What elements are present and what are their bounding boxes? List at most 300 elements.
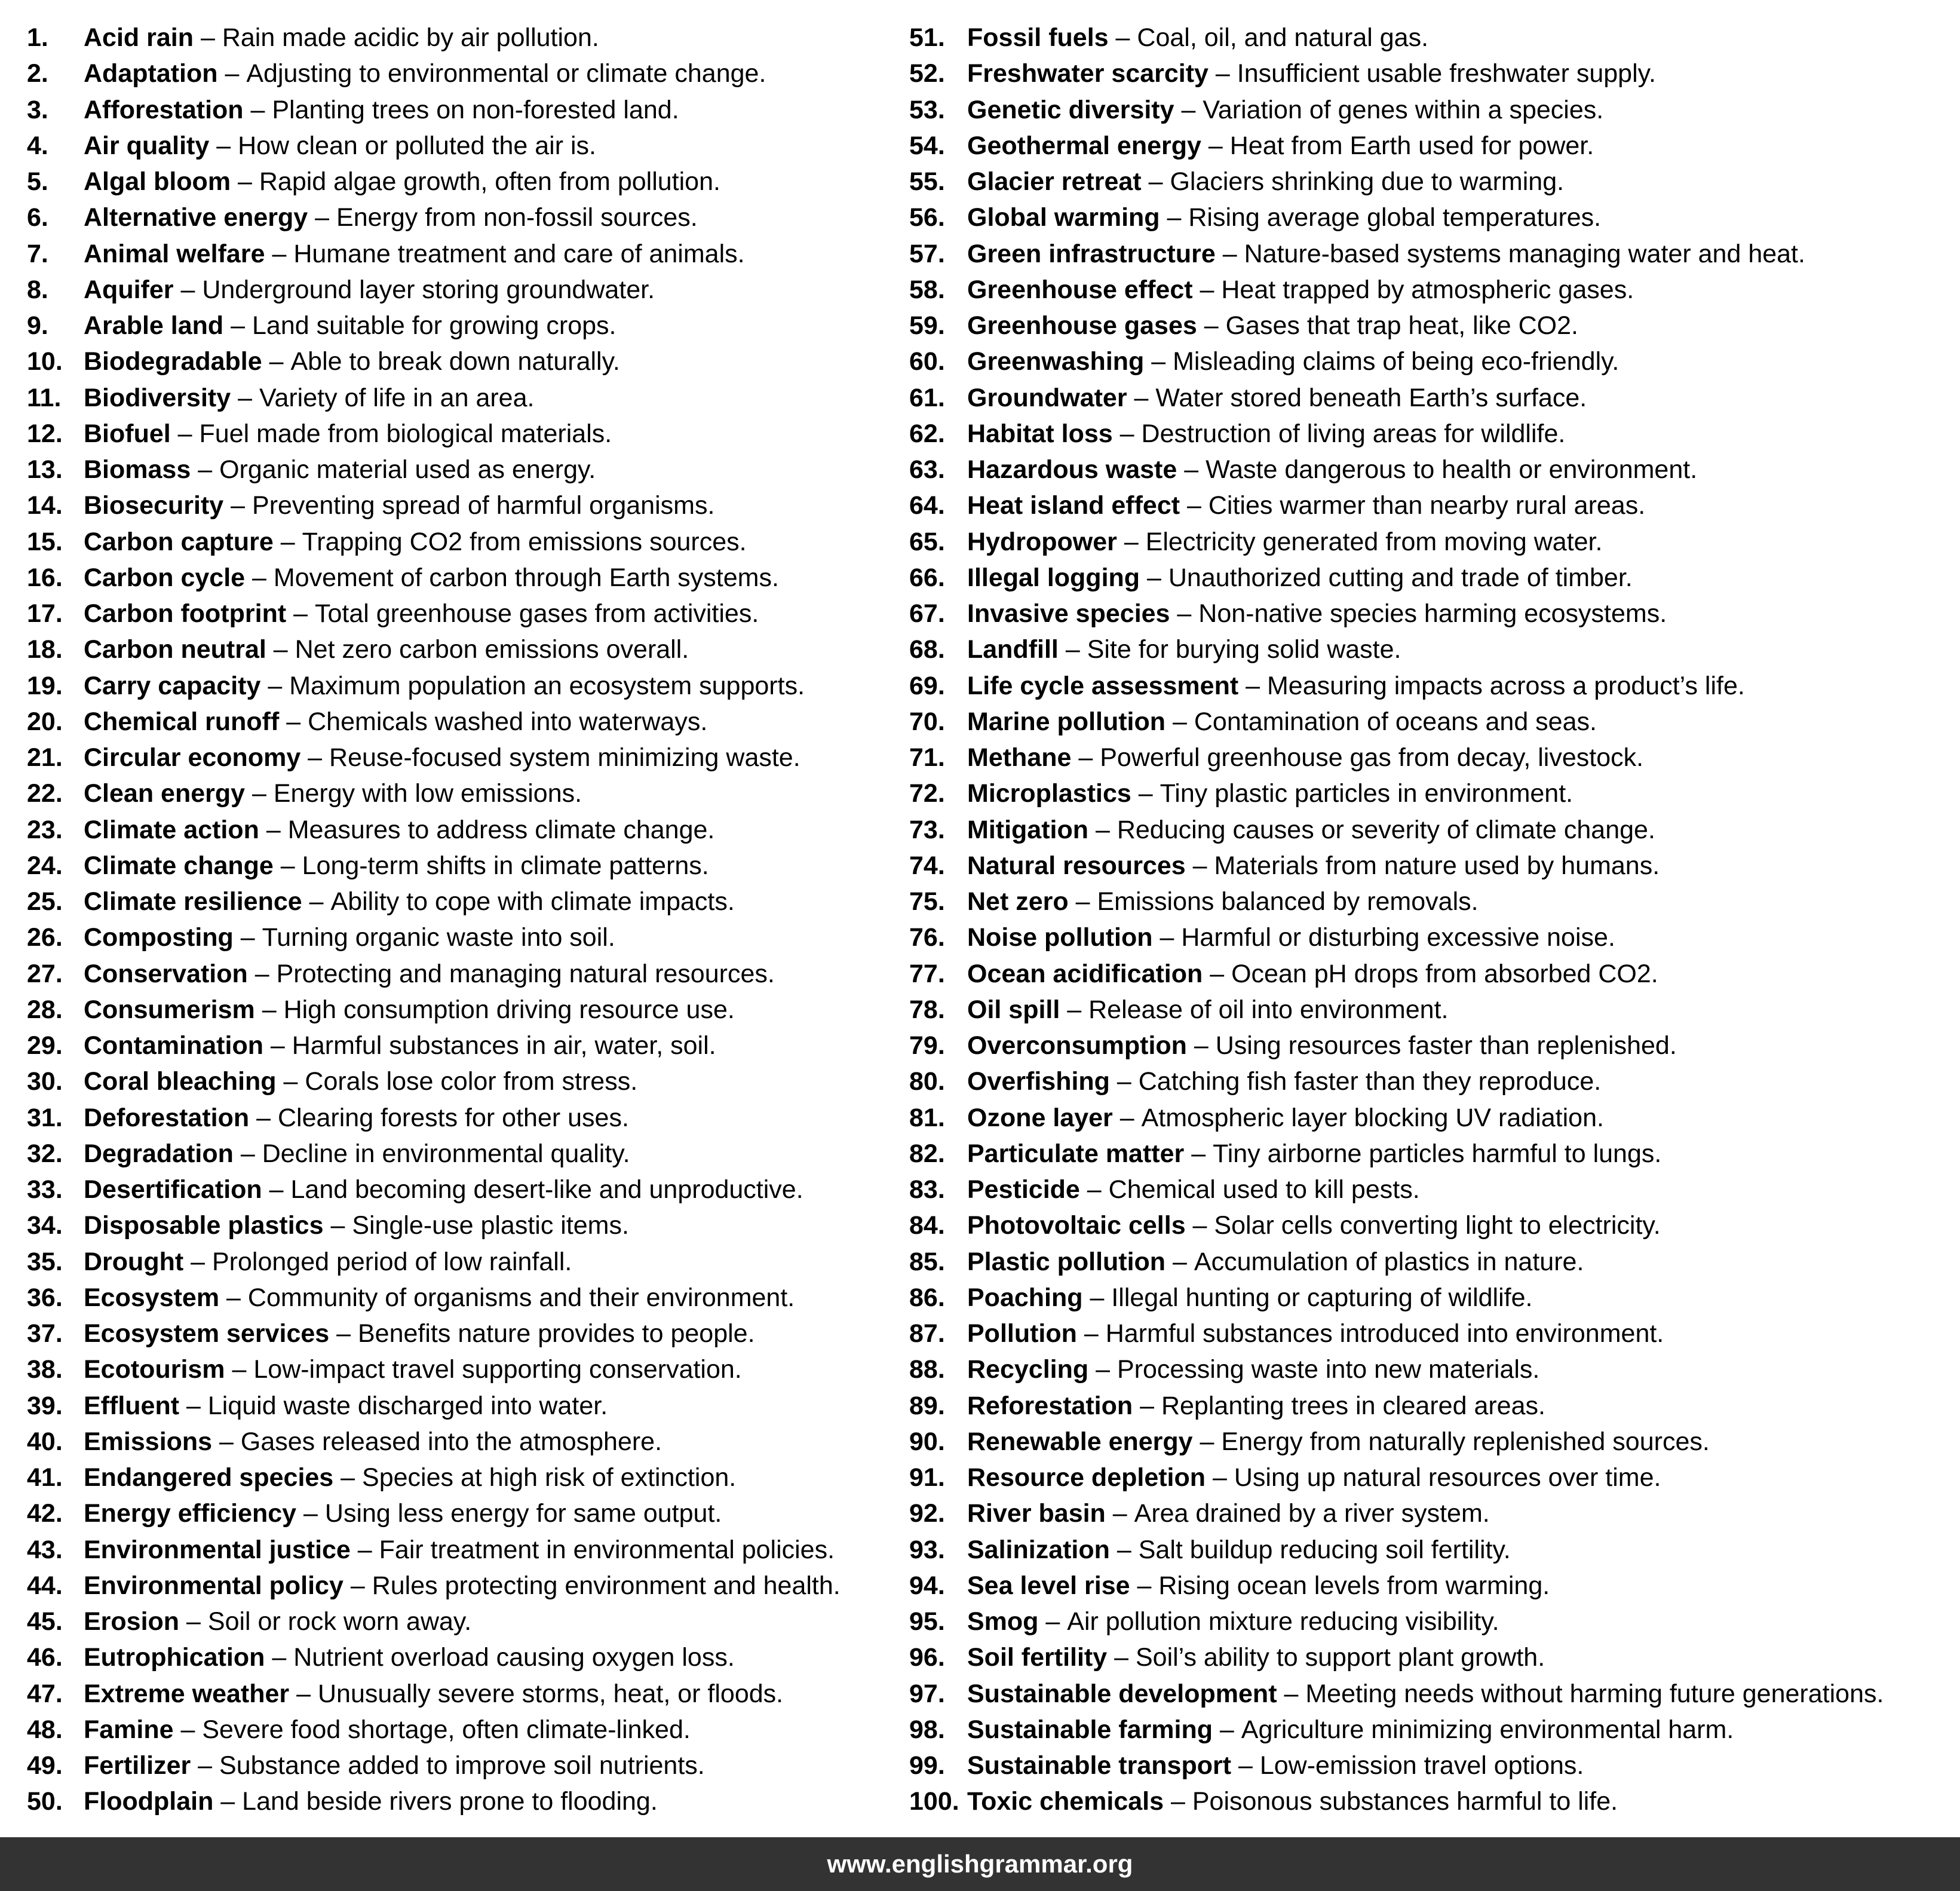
item-definition: Land suitable for growing crops. bbox=[251, 311, 616, 340]
item-number: 88. bbox=[909, 1355, 945, 1384]
glossary-item bbox=[27, 1280, 841, 1316]
item-number: 83. bbox=[909, 1175, 945, 1204]
item-term: Alternative energy bbox=[84, 203, 308, 232]
item-definition: Powerful greenhouse gas from decay, livestock. bbox=[1100, 743, 1644, 772]
glossary-item bbox=[909, 1316, 1884, 1351]
item-term: Methane bbox=[967, 743, 1072, 772]
item-definition: Rain made acidic by air pollution. bbox=[222, 23, 599, 52]
glossary-item bbox=[909, 1532, 1884, 1568]
item-definition: Maximum population an ecosystem supports. bbox=[289, 671, 805, 700]
item-term: Renewable energy bbox=[967, 1427, 1193, 1456]
glossary-item bbox=[909, 1460, 1884, 1495]
item-number: 79. bbox=[909, 1031, 945, 1060]
item-number: 59. bbox=[909, 311, 945, 340]
item-separator: – bbox=[1076, 1319, 1106, 1348]
item-separator: – bbox=[1212, 1715, 1241, 1744]
item-term: Hazardous waste bbox=[967, 455, 1177, 484]
item-separator: – bbox=[273, 527, 302, 556]
item-number: 55. bbox=[909, 167, 945, 196]
item-separator: – bbox=[262, 347, 291, 376]
item-separator: – bbox=[1180, 491, 1208, 520]
item-separator: – bbox=[1088, 1355, 1117, 1384]
glossary-item bbox=[27, 164, 841, 200]
item-number: 17. bbox=[27, 599, 63, 628]
item-term: Carbon capture bbox=[84, 527, 274, 556]
item-separator: – bbox=[1038, 1607, 1068, 1636]
glossary-item bbox=[909, 1748, 1884, 1783]
item-number: 51. bbox=[909, 23, 945, 52]
item-number: 82. bbox=[909, 1139, 945, 1168]
item-separator: – bbox=[289, 1679, 318, 1708]
item-definition: Materials from nature used by humans. bbox=[1214, 851, 1660, 880]
item-separator: – bbox=[1130, 1571, 1159, 1600]
item-term: Biodegradable bbox=[84, 347, 262, 376]
glossary-item bbox=[909, 1639, 1884, 1675]
glossary-item bbox=[27, 1207, 841, 1243]
item-term: Genetic diversity bbox=[967, 95, 1174, 124]
item-definition: Gases released into the atmosphere. bbox=[240, 1427, 662, 1456]
item-term: Marine pollution bbox=[967, 707, 1166, 736]
item-term: Carbon neutral bbox=[84, 635, 266, 664]
item-term: Smog bbox=[967, 1607, 1039, 1636]
item-separator: – bbox=[350, 1535, 379, 1564]
item-separator: – bbox=[1152, 923, 1182, 952]
item-term: Invasive species bbox=[967, 599, 1170, 628]
item-definition: Chemicals washed into waterways. bbox=[308, 707, 708, 736]
glossary-item bbox=[909, 1028, 1884, 1064]
item-term: Famine bbox=[84, 1715, 174, 1744]
item-number: 77. bbox=[909, 959, 945, 988]
item-definition: Using up natural resources over time. bbox=[1234, 1463, 1661, 1492]
item-separator: – bbox=[265, 239, 294, 268]
item-term: Freshwater scarcity bbox=[967, 59, 1208, 88]
item-term: Ozone layer bbox=[967, 1103, 1113, 1132]
item-definition: Liquid waste discharged into water. bbox=[207, 1391, 608, 1420]
item-definition: Replanting trees in cleared areas. bbox=[1161, 1391, 1545, 1420]
glossary-item bbox=[27, 812, 841, 848]
item-term: Greenhouse gases bbox=[967, 311, 1197, 340]
item-number: 10. bbox=[27, 347, 63, 376]
glossary-item bbox=[27, 200, 841, 235]
item-definition: Energy with low emissions. bbox=[273, 779, 582, 808]
item-term: Carry capacity bbox=[84, 671, 261, 700]
glossary-item bbox=[27, 272, 841, 308]
item-definition: Severe food shortage, often climate-linked. bbox=[202, 1715, 691, 1744]
item-number: 48. bbox=[27, 1715, 63, 1744]
item-term: Heat island effect bbox=[967, 491, 1180, 520]
item-number: 20. bbox=[27, 707, 63, 736]
item-definition: Waste dangerous to health or environment. bbox=[1206, 455, 1698, 484]
item-number: 6. bbox=[27, 203, 48, 232]
item-separator: – bbox=[212, 1427, 241, 1456]
item-number: 65. bbox=[909, 527, 945, 556]
item-term: Climate resilience bbox=[84, 887, 302, 916]
item-term: Consumerism bbox=[84, 995, 255, 1024]
item-term: Mitigation bbox=[967, 815, 1089, 844]
item-separator: – bbox=[259, 815, 288, 844]
glossary-item bbox=[909, 92, 1884, 128]
item-definition: Adjusting to environmental or climate change. bbox=[246, 59, 766, 88]
item-term: Emissions bbox=[84, 1427, 213, 1456]
item-term: Resource depletion bbox=[967, 1463, 1206, 1492]
item-number: 33. bbox=[27, 1175, 63, 1204]
item-term: Oil spill bbox=[967, 995, 1060, 1024]
item-separator: – bbox=[1192, 275, 1222, 304]
item-separator: – bbox=[247, 959, 277, 988]
item-number: 5. bbox=[27, 167, 48, 196]
item-term: Sustainable transport bbox=[967, 1751, 1232, 1780]
item-definition: Fair treatment in environmental policies. bbox=[379, 1535, 835, 1564]
glossary-item bbox=[27, 776, 841, 811]
glossary-item bbox=[909, 452, 1884, 488]
item-definition: Single-use plastic items. bbox=[352, 1211, 629, 1240]
item-definition: Community of organisms and their environment. bbox=[247, 1283, 795, 1312]
item-number: 47. bbox=[27, 1679, 63, 1708]
footer-website-link[interactable]: www.englishgrammar.org bbox=[827, 1850, 1133, 1878]
glossary-item bbox=[909, 956, 1884, 992]
item-definition: Fuel made from biological materials. bbox=[199, 419, 612, 448]
glossary-item bbox=[909, 272, 1884, 308]
item-term: Environmental policy bbox=[84, 1571, 343, 1600]
item-term: Life cycle assessment bbox=[967, 671, 1239, 700]
glossary-item bbox=[909, 308, 1884, 344]
item-separator: – bbox=[1068, 887, 1097, 916]
item-number: 60. bbox=[909, 347, 945, 376]
item-number: 97. bbox=[909, 1679, 945, 1708]
item-term: Arable land bbox=[84, 311, 224, 340]
item-term: Degradation bbox=[84, 1139, 234, 1168]
item-term: Landfill bbox=[967, 635, 1059, 664]
glossary-item bbox=[27, 56, 841, 91]
glossary-item bbox=[909, 1495, 1884, 1531]
item-number: 7. bbox=[27, 239, 48, 268]
glossary-item bbox=[909, 1064, 1884, 1099]
item-definition: How clean or polluted the air is. bbox=[238, 131, 596, 160]
item-separator: – bbox=[245, 563, 274, 592]
item-separator: – bbox=[262, 1175, 291, 1204]
item-separator: – bbox=[1186, 1031, 1216, 1060]
item-number: 40. bbox=[27, 1427, 63, 1456]
item-definition: Reducing causes or severity of climate change. bbox=[1117, 815, 1655, 844]
item-term: Effluent bbox=[84, 1391, 180, 1420]
glossary-item bbox=[909, 1100, 1884, 1136]
item-term: Toxic chemicals bbox=[967, 1787, 1164, 1816]
glossary-item bbox=[27, 236, 841, 272]
item-term: Biodiversity bbox=[84, 383, 231, 412]
item-number: 3. bbox=[27, 95, 48, 124]
item-term: Composting bbox=[84, 923, 234, 952]
item-number: 28. bbox=[27, 995, 63, 1024]
item-term: Fertilizer bbox=[84, 1751, 191, 1780]
glossary-item bbox=[27, 560, 841, 596]
item-number: 31. bbox=[27, 1103, 63, 1132]
glossary-item bbox=[909, 848, 1884, 884]
item-term: Ocean acidification bbox=[967, 959, 1203, 988]
item-number: 38. bbox=[27, 1355, 63, 1384]
item-term: Green infrastructure bbox=[967, 239, 1216, 268]
item-definition: Movement of carbon through Earth systems. bbox=[273, 563, 779, 592]
item-separator: – bbox=[1170, 599, 1199, 628]
item-number: 39. bbox=[27, 1391, 63, 1420]
item-definition: Heat trapped by atmospheric gases. bbox=[1221, 275, 1634, 304]
item-term: Sea level rise bbox=[967, 1571, 1130, 1600]
item-separator: – bbox=[1185, 851, 1214, 880]
item-number: 19. bbox=[27, 671, 63, 700]
item-number: 50. bbox=[27, 1787, 63, 1816]
glossary-item bbox=[27, 1495, 841, 1531]
glossary-item bbox=[909, 1676, 1884, 1712]
item-term: Algal bloom bbox=[84, 167, 231, 196]
glossary-item bbox=[27, 1748, 841, 1783]
item-separator: – bbox=[1231, 1751, 1260, 1780]
item-term: Air quality bbox=[84, 131, 210, 160]
item-definition: Release of oil into environment. bbox=[1088, 995, 1449, 1024]
item-term: Sustainable development bbox=[967, 1679, 1277, 1708]
item-definition: Tiny plastic particles in environment. bbox=[1160, 779, 1573, 808]
item-separator: – bbox=[1058, 635, 1087, 664]
item-term: Soil fertility bbox=[967, 1643, 1108, 1672]
glossary-item bbox=[909, 1244, 1884, 1280]
item-term: Carbon footprint bbox=[84, 599, 287, 628]
item-definition: Air pollution mixture reducing visibility. bbox=[1067, 1607, 1499, 1636]
item-definition: Clearing forests for other uses. bbox=[277, 1103, 629, 1132]
item-separator: – bbox=[1203, 959, 1232, 988]
item-term: Acid rain bbox=[84, 23, 194, 52]
item-definition: Harmful substances in air, water, soil. bbox=[292, 1031, 716, 1060]
item-number: 30. bbox=[27, 1067, 63, 1096]
item-separator: – bbox=[219, 1283, 248, 1312]
glossary-item bbox=[909, 1388, 1884, 1424]
glossary-item bbox=[27, 1568, 841, 1604]
item-number: 62. bbox=[909, 419, 945, 448]
item-term: Eutrophication bbox=[84, 1643, 265, 1672]
item-number: 8. bbox=[27, 275, 48, 304]
item-separator: – bbox=[1117, 527, 1146, 556]
item-number: 71. bbox=[909, 743, 945, 772]
glossary-item bbox=[909, 488, 1884, 523]
glossary-item bbox=[909, 128, 1884, 164]
item-term: River basin bbox=[967, 1499, 1106, 1528]
item-number: 56. bbox=[909, 203, 945, 232]
glossary-item bbox=[27, 1316, 841, 1351]
item-number: 45. bbox=[27, 1607, 63, 1636]
item-number: 34. bbox=[27, 1211, 63, 1240]
item-separator: – bbox=[179, 1391, 208, 1420]
item-separator: – bbox=[1177, 455, 1206, 484]
item-separator: – bbox=[1105, 1499, 1134, 1528]
item-term: Biomass bbox=[84, 455, 191, 484]
item-term: Hydropower bbox=[967, 527, 1117, 556]
item-definition: Cities warmer than nearby rural areas. bbox=[1208, 491, 1646, 520]
glossary-item bbox=[909, 56, 1884, 91]
glossary-item bbox=[27, 344, 841, 379]
item-definition: Measures to address climate change. bbox=[287, 815, 715, 844]
item-separator: – bbox=[1107, 1643, 1136, 1672]
item-number: 27. bbox=[27, 959, 63, 988]
glossary-item bbox=[909, 740, 1884, 776]
glossary-item bbox=[27, 740, 841, 776]
item-term: Biofuel bbox=[84, 419, 171, 448]
footer-bar bbox=[0, 1837, 1960, 1891]
item-term: Erosion bbox=[84, 1607, 180, 1636]
item-separator: – bbox=[243, 95, 272, 124]
item-term: Plastic pollution bbox=[967, 1247, 1166, 1276]
item-separator: – bbox=[1277, 1679, 1306, 1708]
item-term: Contamination bbox=[84, 1031, 263, 1060]
item-separator: – bbox=[173, 275, 203, 304]
item-number: 93. bbox=[909, 1535, 945, 1564]
item-definition: Using resources faster than replenished. bbox=[1215, 1031, 1677, 1060]
item-number: 32. bbox=[27, 1139, 63, 1168]
item-separator: – bbox=[1174, 95, 1203, 124]
item-number: 9. bbox=[27, 311, 48, 340]
glossary-item bbox=[27, 1639, 841, 1675]
item-number: 68. bbox=[909, 635, 945, 664]
item-separator: – bbox=[302, 887, 331, 916]
item-separator: – bbox=[1141, 167, 1170, 196]
glossary-item bbox=[27, 20, 841, 56]
glossary-column-left bbox=[27, 20, 841, 1820]
item-term: Overfishing bbox=[967, 1067, 1110, 1096]
glossary-item bbox=[909, 416, 1884, 452]
item-definition: Turning organic waste into soil. bbox=[262, 923, 615, 952]
item-number: 96. bbox=[909, 1643, 945, 1672]
item-separator: – bbox=[1127, 383, 1156, 412]
item-definition: Decline in environmental quality. bbox=[262, 1139, 630, 1168]
item-definition: Benefits nature provides to people. bbox=[358, 1319, 755, 1348]
item-term: Microplastics bbox=[967, 779, 1131, 808]
item-term: Animal welfare bbox=[84, 239, 265, 268]
item-number: 16. bbox=[27, 563, 63, 592]
item-number: 25. bbox=[27, 887, 63, 916]
item-number: 14. bbox=[27, 491, 63, 520]
item-number: 89. bbox=[909, 1391, 945, 1420]
item-term: Ecosystem services bbox=[84, 1319, 330, 1348]
item-separator: – bbox=[1133, 1391, 1161, 1420]
item-number: 46. bbox=[27, 1643, 63, 1672]
glossary-item bbox=[27, 1424, 841, 1460]
item-definition: Harmful or disturbing excessive noise. bbox=[1181, 923, 1615, 952]
item-definition: Meeting needs without harming future generations. bbox=[1305, 1679, 1884, 1708]
glossary-item bbox=[909, 596, 1884, 632]
glossary-item bbox=[27, 488, 841, 523]
item-definition: Nature-based systems managing water and heat. bbox=[1244, 239, 1805, 268]
item-number: 91. bbox=[909, 1463, 945, 1492]
item-definition: Tiny airborne particles harmful to lungs. bbox=[1213, 1139, 1662, 1168]
item-number: 74. bbox=[909, 851, 945, 880]
item-number: 100. bbox=[909, 1787, 959, 1816]
item-separator: – bbox=[343, 1571, 372, 1600]
glossary-item bbox=[27, 1244, 841, 1280]
item-definition: Low-impact travel supporting conservation. bbox=[253, 1355, 742, 1384]
item-term: Overconsumption bbox=[967, 1031, 1187, 1060]
item-definition: Catching fish faster than they reproduce. bbox=[1138, 1067, 1602, 1096]
item-number: 78. bbox=[909, 995, 945, 1024]
glossary-item bbox=[27, 1532, 841, 1568]
item-separator: – bbox=[1108, 23, 1137, 52]
item-term: Endangered species bbox=[84, 1463, 334, 1492]
item-definition: Processing waste into new materials. bbox=[1117, 1355, 1540, 1384]
item-number: 29. bbox=[27, 1031, 63, 1060]
item-number: 81. bbox=[909, 1103, 945, 1132]
item-number: 69. bbox=[909, 671, 945, 700]
item-separator: – bbox=[1131, 779, 1160, 808]
item-term: Ecotourism bbox=[84, 1355, 225, 1384]
item-definition: Rules protecting environment and health. bbox=[372, 1571, 841, 1600]
item-number: 95. bbox=[909, 1607, 945, 1636]
item-separator: – bbox=[1201, 131, 1230, 160]
glossary-item bbox=[27, 1783, 841, 1819]
item-separator: – bbox=[333, 1463, 363, 1492]
item-number: 72. bbox=[909, 779, 945, 808]
item-number: 99. bbox=[909, 1751, 945, 1780]
item-term: Fossil fuels bbox=[967, 23, 1109, 52]
item-definition: Nutrient overload causing oxygen loss. bbox=[293, 1643, 735, 1672]
item-definition: Variation of genes within a species. bbox=[1203, 95, 1604, 124]
glossary-item bbox=[27, 1064, 841, 1099]
glossary-item bbox=[909, 200, 1884, 235]
item-definition: Harmful substances introduced into environment. bbox=[1105, 1319, 1664, 1348]
item-number: 53. bbox=[909, 95, 945, 124]
item-separator: – bbox=[1140, 563, 1168, 592]
item-separator: – bbox=[1109, 1535, 1139, 1564]
glossary-item bbox=[27, 1604, 841, 1639]
item-term: Poaching bbox=[967, 1283, 1083, 1312]
item-term: Pesticide bbox=[967, 1175, 1080, 1204]
item-number: 70. bbox=[909, 707, 945, 736]
item-term: Aquifer bbox=[84, 275, 174, 304]
glossary-item bbox=[27, 1388, 841, 1424]
item-term: Floodplain bbox=[84, 1787, 214, 1816]
item-term: Disposable plastics bbox=[84, 1211, 324, 1240]
item-term: Recycling bbox=[967, 1355, 1089, 1384]
item-definition: Rising average global temperatures. bbox=[1188, 203, 1602, 232]
glossary-item bbox=[909, 704, 1884, 740]
item-term: Natural resources bbox=[967, 851, 1186, 880]
item-definition: Energy from non-fossil sources. bbox=[336, 203, 698, 232]
item-number: 1. bbox=[27, 23, 48, 52]
glossary-item bbox=[909, 1351, 1884, 1387]
item-definition: Gases that trap heat, like CO2. bbox=[1225, 311, 1578, 340]
item-separator: – bbox=[1160, 203, 1189, 232]
glossary-item bbox=[27, 1460, 841, 1495]
item-number: 87. bbox=[909, 1319, 945, 1348]
item-separator: – bbox=[1206, 1463, 1234, 1492]
item-separator: – bbox=[1082, 1283, 1112, 1312]
item-term: Desertification bbox=[84, 1175, 262, 1204]
item-number: 43. bbox=[27, 1535, 63, 1564]
item-definition: Land becoming desert-like and unproductive. bbox=[290, 1175, 803, 1204]
item-number: 52. bbox=[909, 59, 945, 88]
item-number: 76. bbox=[909, 923, 945, 952]
item-definition: Prolonged period of low rainfall. bbox=[211, 1247, 572, 1276]
item-number: 64. bbox=[909, 491, 945, 520]
item-separator: – bbox=[183, 1247, 212, 1276]
item-term: Energy efficiency bbox=[84, 1499, 297, 1528]
item-number: 92. bbox=[909, 1499, 945, 1528]
item-separator: – bbox=[173, 1715, 203, 1744]
glossary-item bbox=[909, 344, 1884, 379]
item-term: Environmental justice bbox=[84, 1535, 351, 1564]
item-term: Noise pollution bbox=[967, 923, 1153, 952]
item-separator: – bbox=[254, 995, 284, 1024]
item-separator: – bbox=[265, 1643, 294, 1672]
item-definition: Land beside rivers prone to flooding. bbox=[242, 1787, 658, 1816]
item-definition: Total greenhouse gases from activities. bbox=[314, 599, 759, 628]
item-separator: – bbox=[286, 599, 315, 628]
item-definition: Area drained by a river system. bbox=[1134, 1499, 1490, 1528]
item-separator: – bbox=[231, 167, 259, 196]
